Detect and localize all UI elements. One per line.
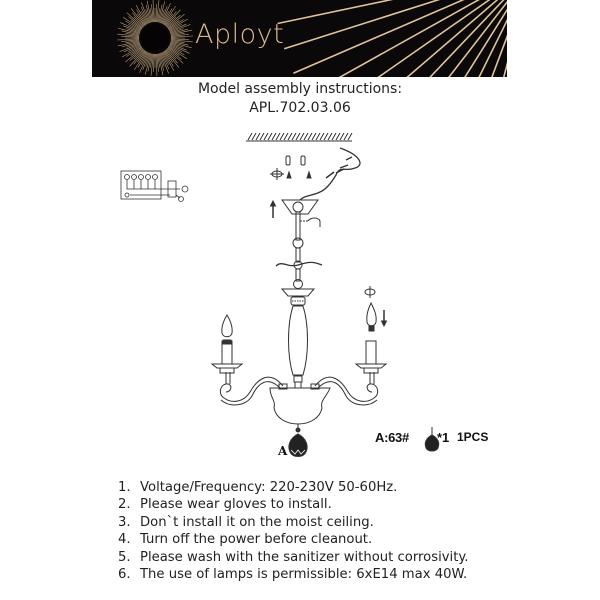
chain: [293, 212, 303, 289]
wire-through-chain: [276, 262, 322, 266]
part-multiplier: *1: [437, 430, 450, 445]
part-code: A:63#: [375, 430, 409, 445]
crystal-pendant-icon: [289, 424, 307, 457]
right-candle-holder: [356, 341, 386, 373]
hook-icon: [308, 218, 320, 227]
ceiling-hatch-icon: [246, 133, 352, 141]
pendant-label-a: A: [278, 444, 288, 458]
list-item: 3. Don`t install it on the moist ceiling.: [118, 514, 374, 530]
rotate-icon: [365, 286, 375, 298]
top-cup: [282, 289, 314, 296]
arrow-up-icon: [271, 201, 276, 218]
safety-notes-list: [118, 479, 469, 583]
brand-logo-text: Aployt: [195, 19, 285, 50]
body-bowl: [270, 388, 330, 424]
list-item: 4. Turn off the power before cleanout.: [118, 532, 373, 548]
e14-candle-bulb-icon: [367, 303, 376, 331]
arrow-down-icon: [382, 310, 387, 326]
list-item: 5. Please wash with the sanitizer without corrosivity.: [118, 549, 469, 565]
list-item: 1. Voltage/Frequency: 220-230V 50-60Hz.: [118, 480, 398, 495]
part-quantity: 1PCS: [457, 430, 489, 444]
central-column: [289, 306, 308, 375]
list-item: 2. Please wear gloves to install.: [118, 497, 332, 513]
left-candle-bulb-icon: [222, 315, 232, 337]
terminal-block-wiring-icon: [121, 171, 188, 202]
title-line-1: Model assembly instructions:: [197, 81, 403, 97]
left-candle-holder: [212, 315, 242, 373]
list-item: 6. The use of lamps is permissible: 6xE14 max 40W.: [118, 567, 468, 583]
screw-anchor-icon: [270, 156, 311, 180]
model-number: APL.702.03.06: [249, 100, 351, 116]
